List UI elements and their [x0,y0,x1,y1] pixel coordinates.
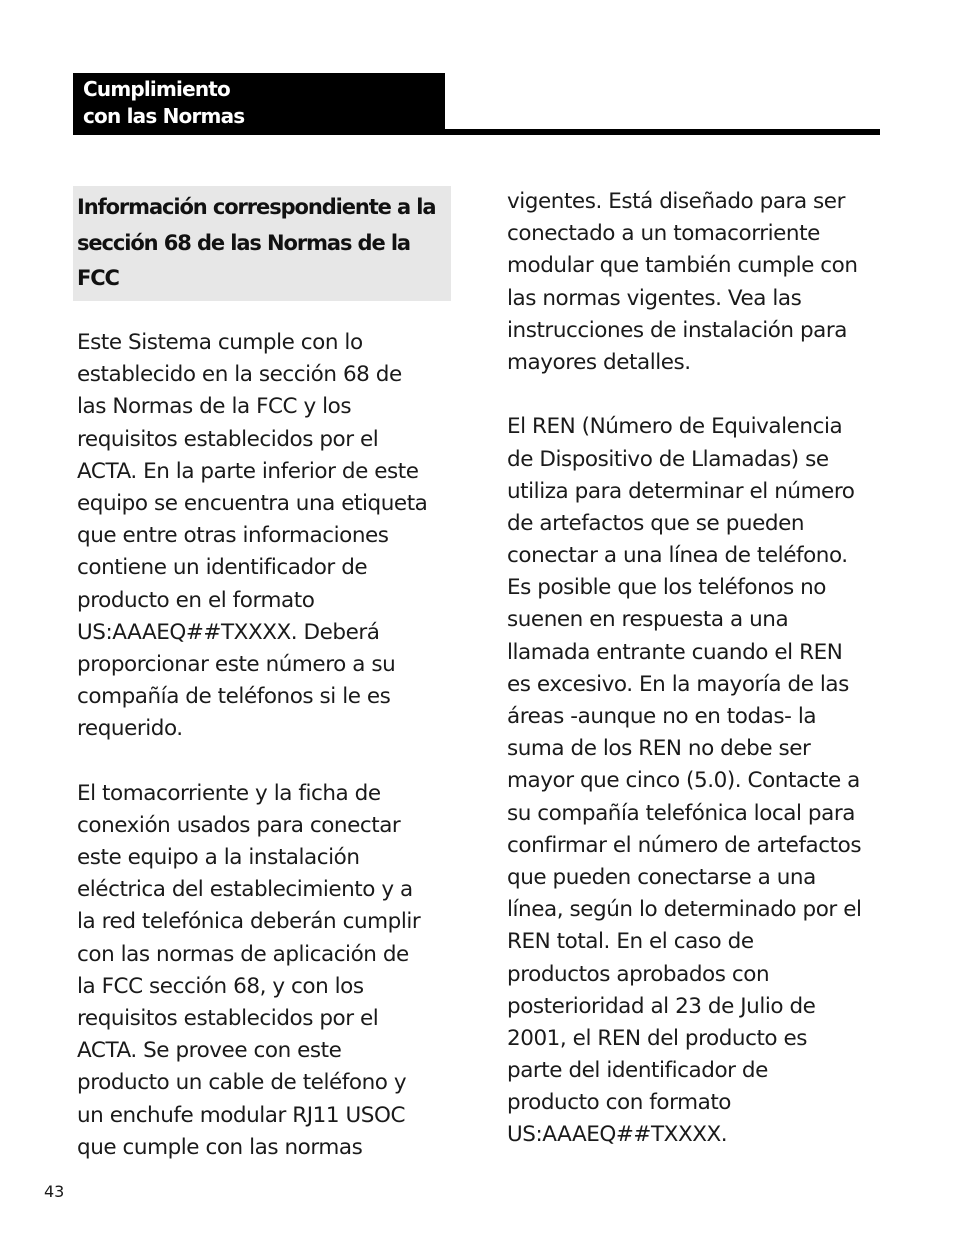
text-line: 2001, el REN del producto es [507,1025,808,1051]
text-line: la red telefónica deberán cumplir [77,909,421,935]
text-line: compañía de teléfonos si le es [77,684,391,710]
text-line: requerido. [77,716,183,742]
text-line: las normas vigentes. Vea las [507,285,802,311]
header-rule [73,129,880,135]
header-title-line-1: Cumplimiento [83,77,230,101]
right-column [507,186,887,1152]
section-heading-line-3: FCC [77,266,119,290]
text-line: áreas -aunque no en todas- la [507,704,817,729]
text-line: las Normas de la FCC y los [77,394,352,420]
text-line: vigentes. Está diseñado para ser [507,189,845,214]
text-line: producto en el formato [77,587,315,613]
text-line: REN total. En el caso de [507,929,754,955]
body-paragraph [507,411,887,1151]
text-line: de artefactos que se pueden [507,510,805,536]
text-line: suenen en respuesta a una [507,607,789,633]
text-line: posterioridad al 23 de Julio de [507,993,816,1019]
text-line: ACTA. En la parte inferior de este [77,458,419,484]
paragraph-gap [77,745,457,777]
text-line: utiliza para determinar el número [507,478,855,504]
text-line: proporcionar este número a su [77,651,396,677]
text-line: producto un cable de teléfono y [77,1070,407,1096]
header-title-line-2: con las Normas [83,104,245,128]
page-number: 43 [44,1182,65,1201]
text-line: equipo se encuentra una etiqueta [77,490,428,516]
body-paragraph [77,327,457,745]
text-line: ACTA. Se provee con este [77,1038,342,1064]
text-line: este equipo a la instalación [77,845,360,870]
body-paragraph [77,778,457,1164]
text-line: modular que también cumple con [507,253,858,279]
section-heading-line-2: sección 68 de las Normas de la [77,230,411,255]
text-line: confirmar el número de artefactos [507,832,862,858]
text-line: conectado a un tomacorriente [507,221,820,247]
text-line: que pueden conectarse a una [507,864,816,890]
text-line: conectar a una línea de teléfono. [507,543,848,569]
text-line: mayor que cinco (5.0). Contacte a [507,768,860,794]
text-line: producto con formato [507,1090,732,1116]
text-line: su compañía telefónica local para [507,800,855,826]
text-line: con las normas de aplicación de [77,941,409,967]
text-line: que entre otras informaciones [77,523,389,549]
section-heading-box [73,186,451,301]
paragraph-gap [507,379,887,411]
text-line: parte del identificador de [507,1058,768,1084]
text-line: un enchufe modular RJ11 USOC [77,1102,406,1128]
text-line: que cumple con las normas [77,1134,363,1160]
text-line: requisitos establecidos por el [77,1005,379,1031]
text-line: Este Sistema cumple con lo [77,330,363,355]
text-line: contiene un identificador de [77,555,368,581]
text-line: US:AAAEQ##TXXXX. [507,1122,728,1148]
left-column [77,327,457,1164]
text-line: US:AAAEQ##TXXXX. Deberá [77,619,380,645]
text-line: suma de los REN no debe ser [507,736,811,762]
text-line: Es posible que los teléfonos no [507,575,827,601]
text-line: es excesivo. En la mayoría de las [507,671,849,697]
text-line: línea, según lo determinado por el [507,897,862,923]
text-line: llamada entrante cuando el REN [507,639,843,665]
body-paragraph [507,186,887,379]
text-line: conexión usados para conectar [77,812,401,838]
text-line: eléctrica del establecimiento y a [77,877,413,903]
text-line: de Dispositivo de Llamadas) se [507,446,829,472]
text-line: instrucciones de instalación para [507,317,848,343]
text-line: requisitos establecidos por el [77,426,379,452]
section-header-tab [73,73,445,134]
text-line: productos aprobados con [507,961,770,987]
text-line: El tomacorriente y la ficha de [77,780,381,806]
text-line: la FCC sección 68, y con los [77,973,364,999]
text-line: establecido en la sección 68 de [77,362,402,388]
section-heading-line-1: Información correspondiente a la [77,195,436,219]
text-line: mayores detalles. [507,349,691,375]
text-line: El REN (Número de Equivalencia [507,414,843,440]
